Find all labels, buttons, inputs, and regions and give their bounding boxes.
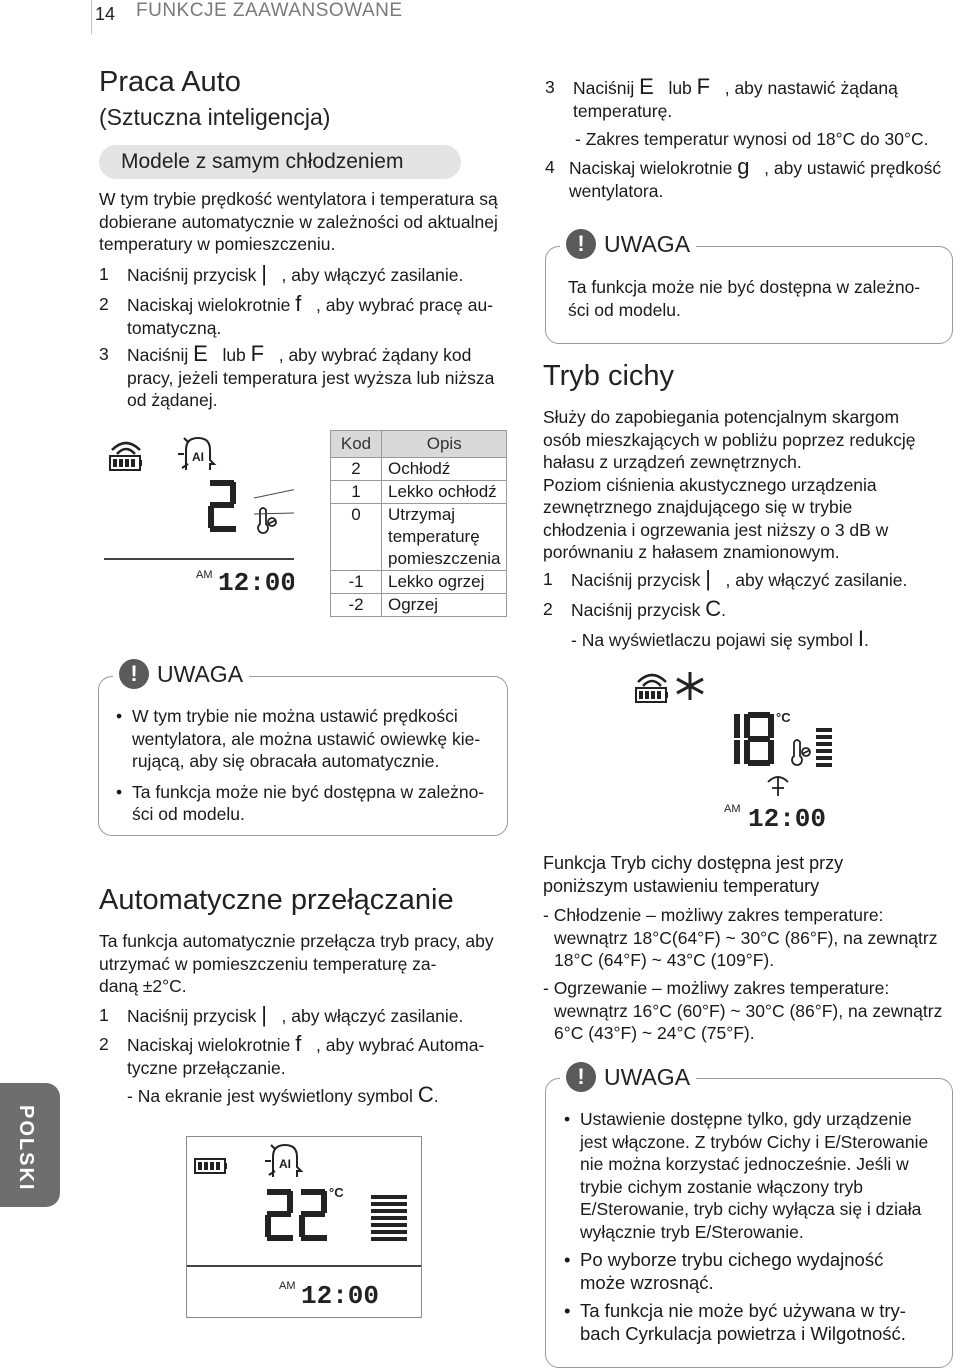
step-text: [127, 1004, 519, 1028]
desc-line: temperaturę: [388, 527, 480, 546]
right-note-body: [568, 276, 938, 321]
intro-line: utrzymać w pomieszczeniu temperaturę za-: [99, 953, 437, 974]
mode-button-symbol: f: [295, 1031, 302, 1056]
bullet-line: • W tym trybie nie można ustawić prędkości: [132, 706, 458, 726]
autoswitch-symbol: C: [417, 1082, 434, 1107]
note-line: ści od modelu.: [568, 299, 681, 320]
ai-label: AI: [192, 450, 204, 464]
range-line: 18°C (64°F) ~ 43°C (109°F).: [554, 950, 775, 970]
table-cell-desc: Lekko ochłodź: [382, 481, 507, 504]
page-number: 14: [95, 4, 116, 24]
warning-icon: !: [119, 659, 149, 689]
auto-intro-line: dobierane automatycznie w zależności od aktualnej: [99, 211, 498, 232]
col-kod: Kod: [331, 431, 382, 458]
step-text: [573, 76, 950, 122]
am-label: AM: [724, 803, 741, 815]
bullet-line: nie można korzystać jednocześnie. Jeśli w: [580, 1154, 909, 1174]
para-line: Służy do zapobiegania potencjalnym skargom: [543, 407, 900, 427]
model-pill-label: Modele z samym chłodzeniem: [121, 150, 404, 173]
step-text-part: lub: [222, 345, 246, 365]
temp-down-symbol: F: [250, 341, 265, 366]
avail-line: poniższym ustawieniu temperatury: [543, 875, 820, 896]
range-line: - Chłodzenie – możliwy zakres temperature:: [543, 905, 884, 925]
para-line: chłodzenia i ogrzewania jest niższy o 3 dB w: [543, 519, 889, 540]
lcd-quiet: [632, 664, 832, 842]
bullet-line: trybie cichym zostanie włączony tryb: [580, 1176, 864, 1197]
am-label: AM: [279, 1280, 296, 1292]
step-text-part: lub: [668, 78, 692, 98]
auto-intro-line: W tym trybie prędkość wentylatora i temperatura są: [99, 189, 498, 209]
quiet-heat-range: [543, 977, 955, 1045]
fan-button-symbol: g: [737, 154, 750, 179]
step-text: [127, 343, 519, 412]
step-text: [127, 1033, 519, 1079]
table-row: [331, 571, 507, 594]
note-title: UWAGA: [604, 230, 691, 257]
quiet-button-symbol: C: [705, 596, 722, 621]
step-text: [571, 568, 953, 592]
time-display: 12:00: [748, 804, 827, 834]
bullet-line: E/Sterowanie, tryb cichy wyłącza się i działa: [580, 1199, 922, 1219]
quiet-note-header: [560, 1062, 696, 1092]
quiet-note-body: [564, 1108, 946, 1345]
signal-icon: [638, 675, 666, 686]
step-text-part: Naciskaj wielokrotnie: [127, 295, 291, 315]
step-text-part: , aby nastawić żądaną: [724, 78, 898, 98]
table-cell-code: -2: [331, 594, 382, 617]
step-number: 4: [545, 157, 555, 177]
step-number: 3: [99, 344, 109, 364]
temp-down-symbol: F: [696, 74, 711, 99]
intro-line: daną ±2°C.: [99, 976, 187, 996]
auto-subtitle: (Sztuczna inteligencja): [99, 104, 331, 130]
right-step-4: [545, 156, 950, 204]
desc-line: pomieszczenia: [388, 549, 501, 568]
step-text-part: Naciśnij: [573, 78, 635, 98]
step-text-part: Naciśnij przycisk: [571, 570, 701, 590]
quiet-step-2: [543, 598, 953, 622]
right-note-header: [560, 229, 696, 259]
am-label: AM: [196, 569, 213, 581]
autoswitch-title: Automatyczne przełączanie: [99, 884, 454, 916]
model-pill: [99, 145, 461, 179]
bullet-line: rującą, aby się obracała automatycznie.: [132, 751, 440, 771]
table-row: [331, 458, 507, 481]
step-text-part: tyczne przełączanie.: [127, 1057, 286, 1078]
bullet-line: • Ta funkcja może nie być dostępna w zależno-: [132, 781, 485, 802]
step-text-part: .: [721, 600, 726, 620]
temp-up-symbol: E: [639, 74, 654, 99]
big-digit-1: [734, 714, 740, 764]
step-text-part: Naciśnij przycisk: [571, 600, 701, 620]
temp-up-symbol: E: [193, 341, 208, 366]
table-row: [331, 481, 507, 504]
battery-icon: [636, 688, 668, 702]
step-text-part: , aby włączyć zasilanie.: [281, 265, 464, 285]
right-step-3: [545, 76, 950, 124]
subnote-text: - Na ekranie jest wyświetlony symbol: [127, 1086, 413, 1106]
step-number: 3: [545, 77, 555, 97]
note-title: UWAGA: [604, 1063, 691, 1090]
desc-line: Utrzymaj: [388, 505, 456, 524]
language-tab: [0, 1083, 60, 1207]
note-bullet: [564, 1300, 946, 1345]
lcd-quiet-svg: [632, 664, 832, 842]
quiet-display-note: [571, 628, 951, 652]
step-number: 1: [99, 264, 109, 284]
bullet-line: jest włączone. Z trybów Cichy i E/Sterowanie: [580, 1131, 929, 1152]
range-line: - Ogrzewanie – możliwy zakres temperature:: [543, 978, 890, 998]
warning-icon: !: [566, 229, 596, 259]
step-text: [571, 598, 953, 622]
bullet-line: • Ustawienie dostępne tylko, gdy urządzenie: [580, 1109, 912, 1129]
bullet-line: wyłącznie tryb E/Sterowanie.: [580, 1221, 804, 1242]
auto-step-1: [99, 263, 519, 287]
para-line: porównaniu z hałasem znamionowym.: [543, 542, 840, 562]
avail-line: Funkcja Tryb cichy dostępna jest przy: [543, 853, 844, 873]
mode-button-symbol: f: [295, 291, 302, 316]
lcd-separator: [104, 558, 294, 560]
display-note-end: .: [864, 630, 869, 650]
snowflake-icon: [677, 672, 703, 700]
language-tab-label: POLSKI: [15, 1105, 37, 1192]
subnote-end: .: [433, 1086, 439, 1106]
table-row: [331, 594, 507, 617]
table-cell-desc: Ogrzej: [382, 594, 507, 617]
bullet-line: • Ta funkcja nie może być używana w try-: [580, 1300, 906, 1321]
quiet-avail-title: [543, 852, 953, 897]
autoswitch-step-2: [99, 1033, 519, 1081]
note-title: UWAGA: [157, 660, 244, 687]
auto-note-body: [116, 705, 502, 826]
auto-step-2: [99, 293, 519, 341]
step-text-part: tomatyczną.: [127, 317, 222, 338]
auto-intro: [99, 188, 519, 256]
table-cell-code: 2: [331, 458, 382, 481]
step-number: 1: [543, 569, 553, 589]
table-row: [331, 504, 507, 571]
note-line: Ta funkcja może nie być dostępna w zależno-: [568, 277, 921, 297]
quiet-para-1: [543, 406, 953, 564]
intro-line: Ta funkcja automatycznie przełącza tryb pracy, aby: [99, 931, 494, 951]
time-display: 12:00: [218, 568, 294, 598]
step-text-part: od żądanej.: [127, 390, 218, 410]
signal-icon: [112, 443, 140, 454]
thermometer-icon: [792, 740, 810, 765]
quiet-symbol: I: [857, 626, 865, 651]
step-text-part: , aby wybrać Automa-: [316, 1035, 485, 1055]
note-bullet: [116, 781, 502, 826]
para-line: osób mieszkających w pobliżu poprzez redukcję: [543, 429, 916, 450]
autoswitch-step-1: [99, 1004, 519, 1028]
display-note-text: - Na wyświetlaczu pojawi się symbol: [571, 630, 854, 650]
warning-icon: !: [566, 1062, 596, 1092]
lcd-autoswitch: [186, 1136, 422, 1318]
step-number: 2: [99, 294, 109, 314]
time-display: 12:00: [301, 1281, 380, 1311]
step-text-part: temperaturę.: [573, 100, 673, 121]
power-button-symbol: |: [261, 1002, 267, 1027]
battery-icon: [110, 456, 142, 470]
quiet-title: Tryb cichy: [543, 360, 675, 392]
step-text-part: , aby włączyć zasilanie.: [725, 570, 908, 590]
step-text-part: Naciskaj wielokrotnie: [127, 1035, 291, 1055]
temp-range: - Zakres temperatur wynosi od 18°C do 30°C.: [575, 129, 929, 149]
step-text-part: Naciśnij przycisk: [127, 265, 257, 285]
quiet-step-1: [543, 568, 953, 592]
lcd-separator: [187, 1265, 421, 1267]
table-cell-code: 1: [331, 481, 382, 504]
autoswitch-intro: [99, 930, 519, 998]
step-number: 2: [99, 1034, 109, 1054]
table-cell-desc: Lekko ogrzej: [382, 571, 507, 594]
step-text-part: , aby ustawić prędkość: [764, 158, 942, 178]
header-divider: [91, 0, 92, 34]
step-text-part: , aby włączyć zasilanie.: [281, 1006, 464, 1026]
auto-title: Praca Auto: [99, 66, 241, 98]
unit-label: °C: [329, 1185, 344, 1200]
quiet-cool-range: [543, 904, 955, 972]
range-line: 6°C (43°F) ~ 24°C (75°F).: [554, 1023, 755, 1043]
step-text-part: wentylatora.: [569, 180, 664, 201]
bullet-line: bach Cyrkulacja powietrza i Wilgotność.: [580, 1322, 906, 1344]
battery-icon: [195, 1159, 227, 1173]
big-digit-8: [744, 712, 774, 766]
step-text-part: pracy, jeżeli temperatura jest wyższa lub niższa: [127, 367, 495, 388]
para-line: Poziom ciśnienia akustycznego urządzenia: [543, 474, 877, 495]
lcd-auto: [104, 430, 294, 600]
step-text-part: , aby wybrać pracę au-: [316, 295, 494, 315]
big-digit-2: [208, 480, 236, 532]
lcd-autoswitch-svg: [187, 1137, 421, 1317]
lcd-auto-svg: [104, 430, 294, 600]
note-bullet: [116, 705, 502, 773]
step-number: 1: [99, 1005, 109, 1025]
step-text-part: , aby wybrać żądany kod: [278, 345, 472, 365]
bullet-line: wentylatora, ale można ustawić owiewkę kie-: [132, 728, 481, 749]
power-button-symbol: |: [705, 566, 711, 591]
auto-intro-line: temperatury w pomieszczeniu.: [99, 234, 336, 254]
power-button-symbol: |: [261, 261, 267, 286]
para-line: zewnętrznego znajdującego się w trybie: [543, 497, 853, 517]
bullet-line: • Po wyborze trybu cichego wydajność: [580, 1249, 884, 1270]
step-text-part: Naciśnij przycisk: [127, 1006, 257, 1026]
big-digit-2b: [299, 1189, 327, 1241]
code-table-grid: [330, 430, 507, 617]
para-line: hałasu z urządzeń zewnętrznych.: [543, 452, 802, 472]
note-bullet: [564, 1249, 946, 1294]
ai-label: AI: [279, 1157, 291, 1171]
table-cell-desc: [382, 504, 507, 571]
code-table: [330, 430, 507, 617]
table-cell-code: 0: [331, 504, 382, 571]
autoswitch-subnote: [127, 1084, 527, 1108]
range-line: wewnątrz 16°C (60°F) ~ 30°C (86°F), na zewnątrz: [554, 1000, 943, 1021]
fan-speed-bars-icon: [371, 1195, 407, 1241]
table-cell-desc: Ochłodź: [382, 458, 507, 481]
step-text: [127, 293, 519, 339]
step-text: [569, 156, 950, 202]
step-text-part: Naciskaj wielokrotnie: [569, 158, 733, 178]
thermometer-icon: [258, 508, 276, 533]
col-opis: Opis: [382, 431, 507, 458]
auto-note-header: [113, 659, 249, 689]
step-number: 2: [543, 599, 553, 619]
note-bullet: [564, 1108, 946, 1243]
section-title: FUNKCJE ZAAWANSOWANE: [136, 0, 403, 21]
fan-speed-bars-icon: [816, 728, 832, 767]
step-text: [127, 263, 519, 287]
auto-step-3: [99, 343, 519, 413]
unit-label: °C: [776, 710, 791, 725]
bullet-line: ści od modelu.: [132, 804, 245, 824]
range-line: wewnątrz 18°C(64°F) ~ 30°C (86°F), na zewnątrz: [554, 927, 938, 948]
quiet-mode-icon: [768, 777, 788, 796]
step-text-part: Naciśnij: [127, 345, 189, 365]
table-header-row: [331, 431, 507, 458]
big-digit-2a: [265, 1189, 293, 1241]
table-cell-code: -1: [331, 571, 382, 594]
bullet-line: może wzrosnąć.: [580, 1271, 714, 1293]
